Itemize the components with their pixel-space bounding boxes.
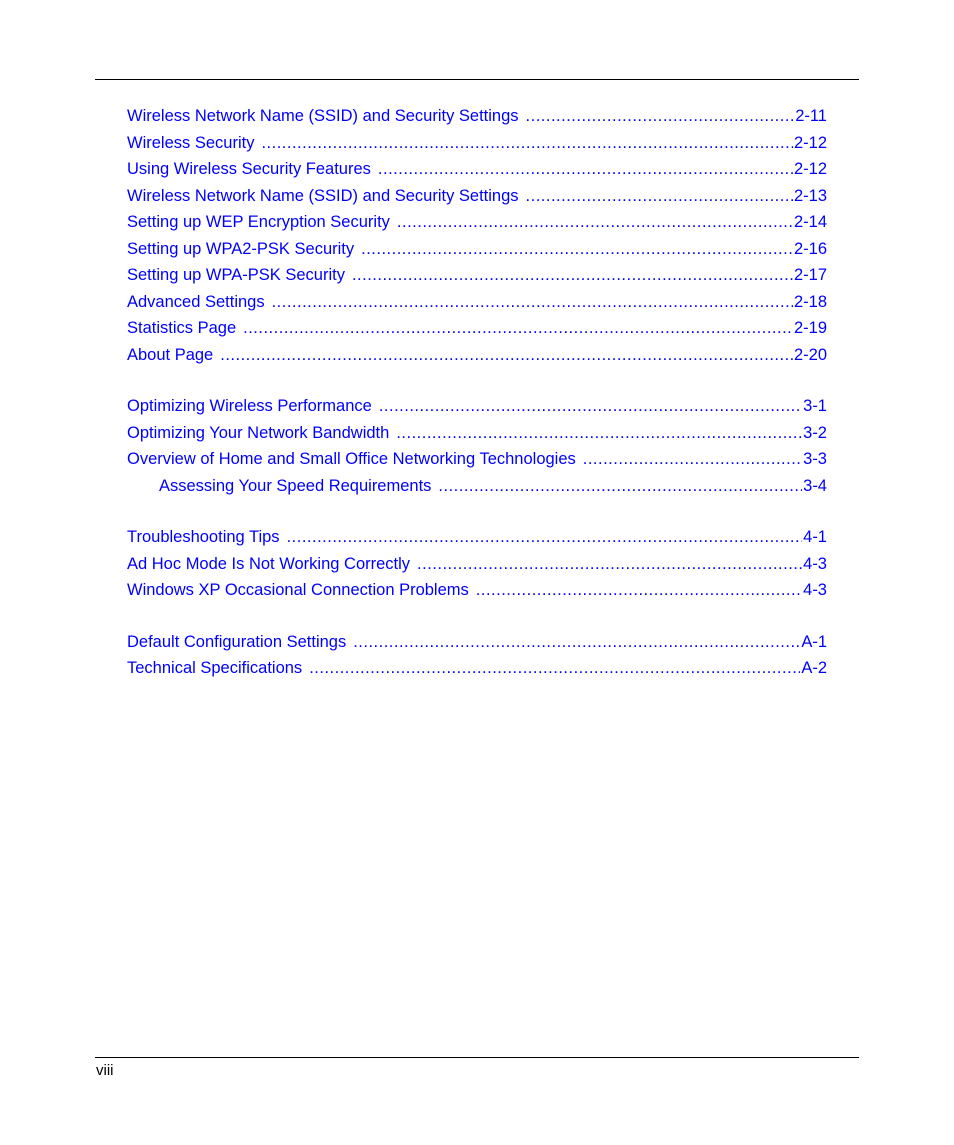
toc-group-chapter-3 xyxy=(127,393,827,499)
toc-entry-page: 2-17 xyxy=(793,266,827,284)
toc-entry[interactable] xyxy=(127,393,827,420)
dot-leader xyxy=(261,130,793,157)
toc-entry[interactable] xyxy=(127,130,827,157)
toc-entry[interactable] xyxy=(127,289,827,316)
toc-group-chapter-4 xyxy=(127,524,827,604)
toc-entry-page: 2-13 xyxy=(793,186,827,205)
toc-entry-title: Wireless Security xyxy=(127,133,255,152)
dot-leader xyxy=(526,183,793,210)
dot-leader xyxy=(287,524,803,551)
dot-leader xyxy=(417,551,802,578)
toc-entry-page: 2-11 xyxy=(795,107,827,125)
toc-entry-title: Overview of Home and Small Office Networking Technologies xyxy=(127,450,576,468)
toc-entry-page: 2-12 xyxy=(793,160,827,178)
toc-entry[interactable] xyxy=(127,420,827,447)
toc-entry-title: Assessing Your Speed Requirements xyxy=(159,476,432,495)
toc-group-chapter-2 xyxy=(127,103,827,368)
toc-entry-page: 2-19 xyxy=(793,319,827,337)
toc-entry-title: Ad Hoc Mode Is Not Working Correctly xyxy=(127,554,411,573)
dot-leader xyxy=(353,629,800,656)
toc-entry[interactable] xyxy=(127,236,827,263)
toc-entry[interactable] xyxy=(127,577,827,604)
toc-entry-title: Troubleshooting Tips xyxy=(127,528,280,546)
toc-entry-page: 2-12 xyxy=(793,133,827,152)
toc-entry-title: Technical Specifications xyxy=(127,659,303,677)
dot-leader xyxy=(476,577,802,604)
toc-entry-title: Wireless Network Name (SSID) and Security Settings xyxy=(127,107,519,125)
dot-leader xyxy=(272,289,793,316)
toc-group-appendix-a xyxy=(127,629,827,682)
toc-entry[interactable] xyxy=(127,655,827,682)
dot-leader xyxy=(309,655,800,682)
toc-entry-page: 2-14 xyxy=(793,213,827,231)
dot-leader xyxy=(379,393,802,420)
toc-entry-page: A-2 xyxy=(801,659,827,677)
dot-leader xyxy=(220,342,793,369)
dot-leader xyxy=(352,262,793,289)
toc-entry-title: Default Configuration Settings xyxy=(127,632,347,651)
toc-entry[interactable] xyxy=(127,262,827,289)
toc-entry[interactable] xyxy=(127,156,827,183)
toc-entry-title: About Page xyxy=(127,345,214,364)
toc-entry-page: 3-1 xyxy=(803,397,827,415)
toc-entry-title: Optimizing Your Network Bandwidth xyxy=(127,423,390,442)
toc-entry-page: 3-3 xyxy=(803,450,827,468)
toc-entry-title: Statistics Page xyxy=(127,319,237,337)
toc-entry-page: 4-3 xyxy=(803,581,827,599)
toc-entry-title: Setting up WPA-PSK Security xyxy=(127,266,345,284)
header-rule xyxy=(95,79,859,80)
dot-leader xyxy=(583,446,802,473)
page-number: viii xyxy=(96,1062,114,1079)
dot-leader xyxy=(396,420,802,447)
toc-entry-title: Setting up WEP Encryption Security xyxy=(127,213,390,231)
toc-entry-page: 3-4 xyxy=(803,476,827,495)
toc-entry[interactable] xyxy=(127,524,827,551)
toc-entry[interactable] xyxy=(127,629,827,656)
dot-leader xyxy=(438,473,802,500)
toc-entry-page: 2-20 xyxy=(793,345,827,364)
toc-entry-page: 4-1 xyxy=(803,528,827,546)
toc-entry[interactable] xyxy=(127,446,827,473)
table-of-contents xyxy=(127,103,827,682)
toc-entry[interactable] xyxy=(127,342,827,369)
dot-leader xyxy=(397,209,793,236)
toc-entry-title: Using Wireless Security Features xyxy=(127,160,371,178)
toc-entry-title: Wireless Network Name (SSID) and Security Settings xyxy=(127,186,519,205)
toc-entry[interactable] xyxy=(127,551,827,578)
toc-subentry[interactable] xyxy=(127,473,827,500)
toc-entry-title: Windows XP Occasional Connection Problems xyxy=(127,581,469,599)
toc-entry-title: Advanced Settings xyxy=(127,292,265,311)
toc-entry[interactable] xyxy=(127,315,827,342)
dot-leader xyxy=(378,156,793,183)
toc-entry-page: A-1 xyxy=(801,632,827,651)
toc-entry-page: 2-16 xyxy=(793,239,827,258)
dot-leader xyxy=(526,103,795,130)
footer-rule xyxy=(95,1057,859,1058)
toc-entry-page: 2-18 xyxy=(793,292,827,311)
dot-leader xyxy=(361,236,793,263)
toc-entry-title: Setting up WPA2-PSK Security xyxy=(127,239,355,258)
toc-entry-page: 3-2 xyxy=(803,423,827,442)
dot-leader xyxy=(243,315,793,342)
toc-entry[interactable] xyxy=(127,183,827,210)
toc-entry-page: 4-3 xyxy=(803,554,827,573)
toc-entry[interactable] xyxy=(127,103,827,130)
toc-entry[interactable] xyxy=(127,209,827,236)
toc-entry-title: Optimizing Wireless Performance xyxy=(127,397,372,415)
